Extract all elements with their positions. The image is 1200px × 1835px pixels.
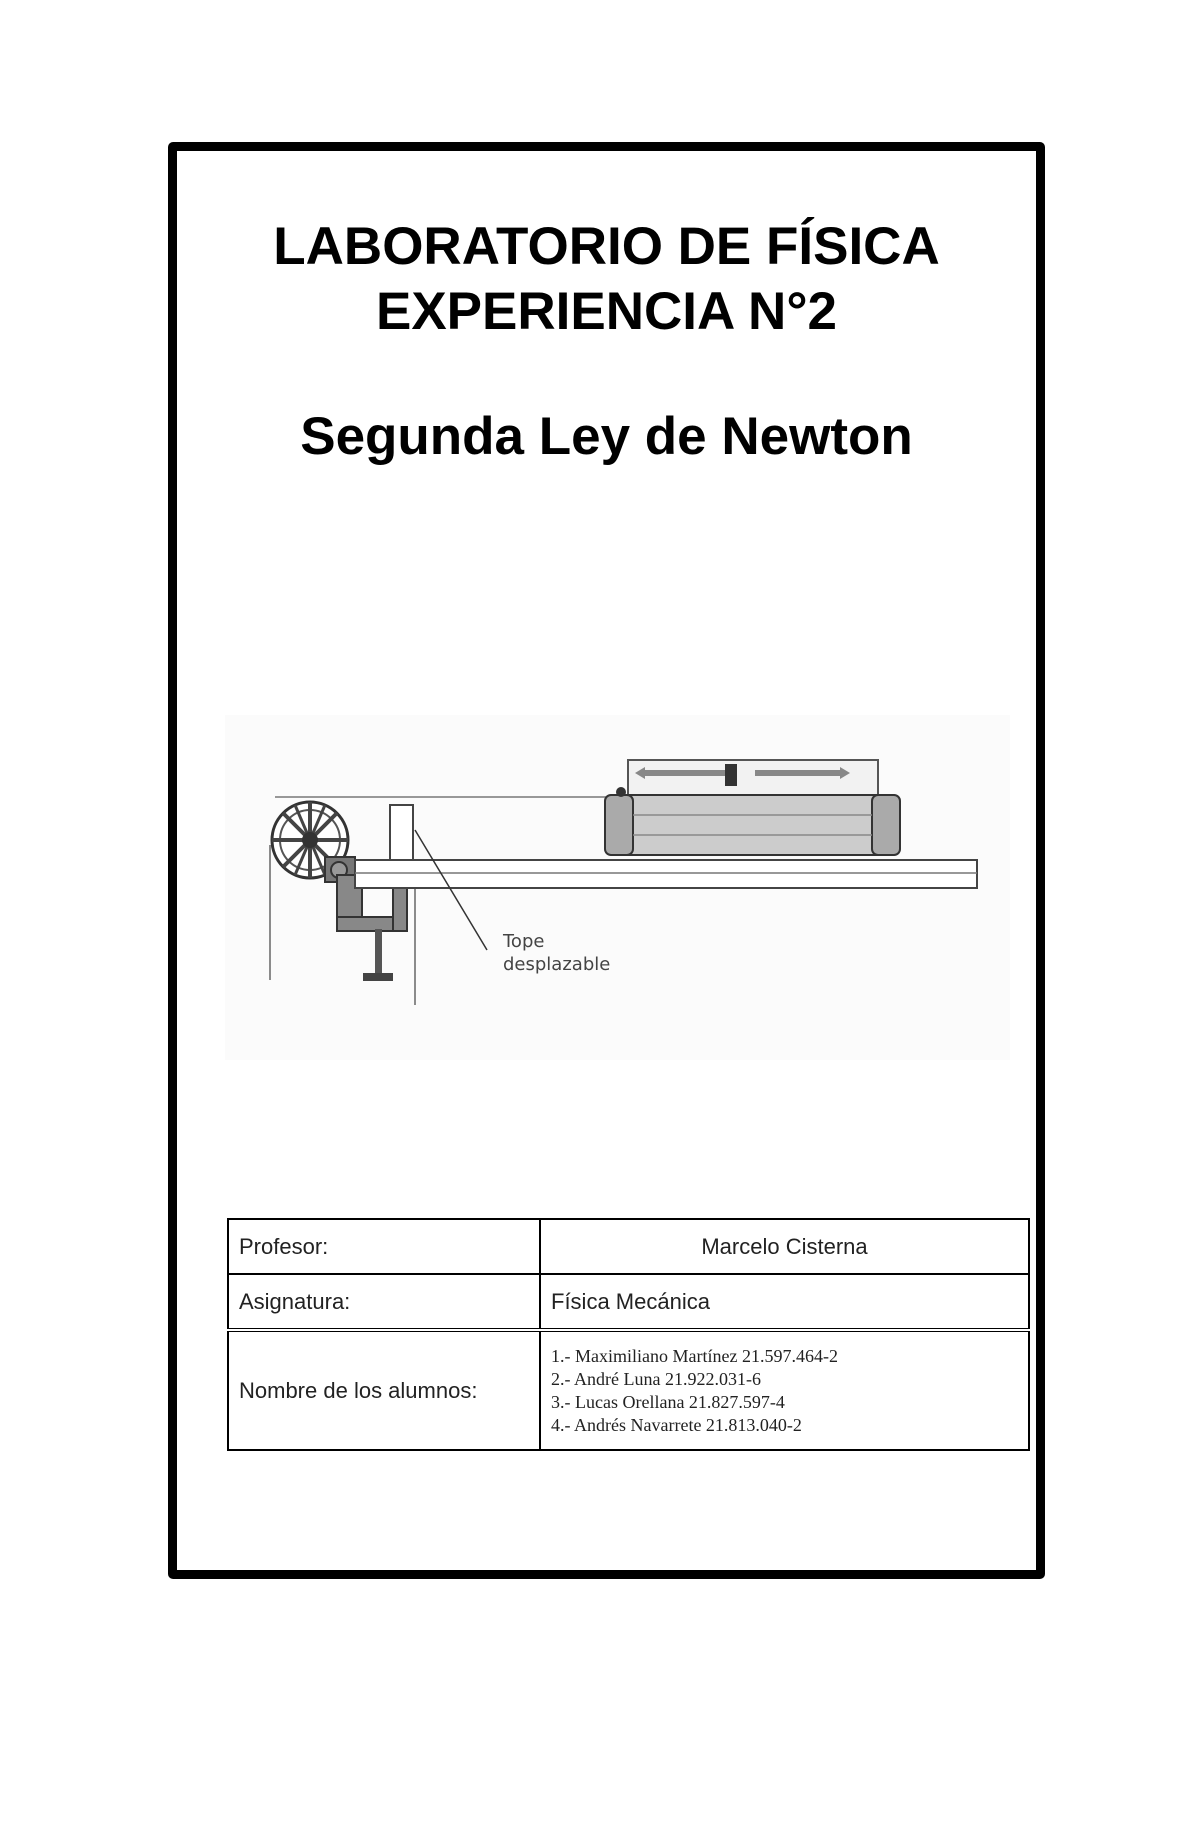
students-row: [228, 1330, 1029, 1450]
student-item: 3.- Lucas Orellana 21.827.597-4: [551, 1391, 785, 1412]
students-cell: [540, 1330, 1029, 1450]
subtitle: Segunda Ley de Newton: [300, 407, 913, 466]
professor-label: Profesor:: [228, 1219, 540, 1274]
professor-row: [228, 1219, 1029, 1274]
professor-value: Marcelo Cisterna: [540, 1219, 1029, 1274]
callout-label-line-1: Tope: [503, 931, 545, 952]
subject-value: Física Mecánica: [540, 1274, 1029, 1330]
student-item: 2.- André Luna 21.922.031-6: [551, 1368, 761, 1389]
callout-line: [415, 830, 487, 950]
callout-label-line-2: desplazable: [503, 954, 611, 975]
students-label: Nombre de los alumnos:: [228, 1330, 540, 1450]
info-table: [227, 1218, 1030, 1451]
air-track: [355, 860, 977, 888]
glider-cart-icon: [605, 760, 900, 855]
student-item: 4.- Andrés Navarrete 21.813.040-2: [551, 1414, 802, 1435]
student-item: 1.- Maximiliano Martínez 21.597.464-2: [551, 1345, 838, 1366]
title-line-1: LABORATORIO DE FÍSICA: [273, 217, 940, 276]
apparatus-figure: [225, 715, 1010, 1060]
subject-label: Asignatura:: [228, 1274, 540, 1330]
students-list: [551, 1345, 1018, 1437]
title-line-2: EXPERIENCIA N°2: [375, 282, 837, 341]
subject-row: [228, 1274, 1029, 1330]
